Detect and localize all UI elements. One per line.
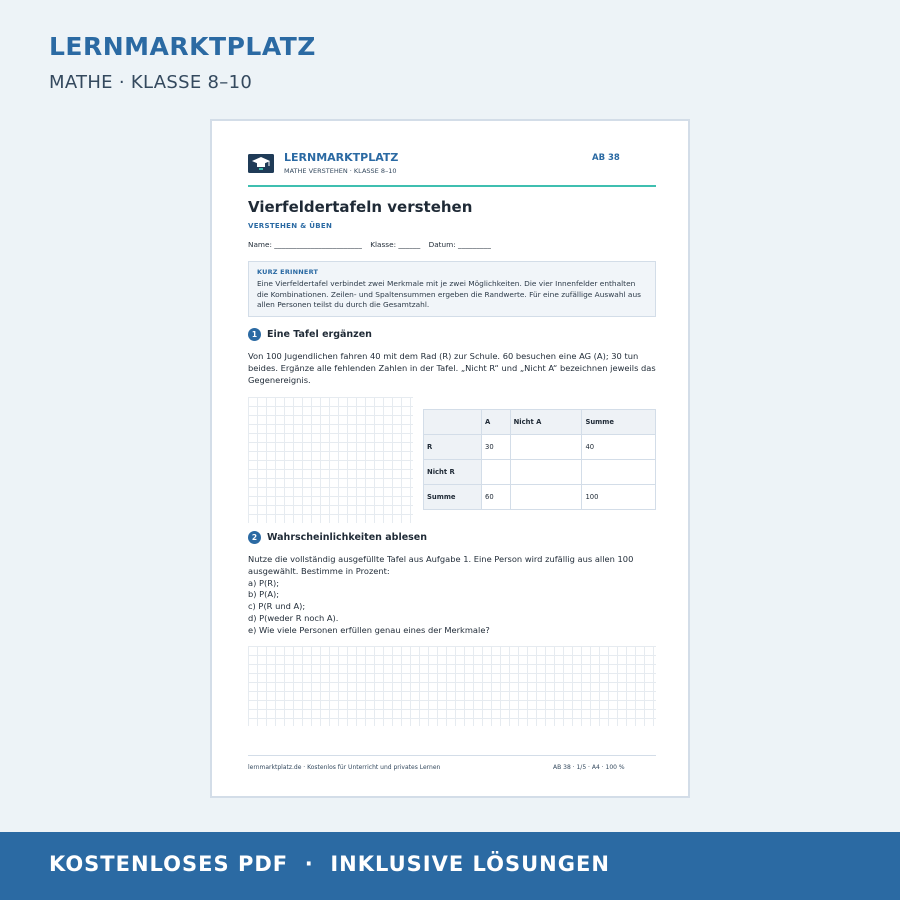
table-header-cell — [424, 410, 482, 435]
student-fields — [248, 240, 497, 249]
task-2-item: d) P(weder R noch A). — [248, 612, 339, 623]
table-cell: 100 — [582, 485, 656, 510]
table-header-cell: Nicht A — [510, 410, 582, 435]
sheet-brand-subtitle: MATHE VERSTEHEN · KLASSE 8–10 — [284, 167, 397, 175]
table-cell: 40 — [582, 435, 656, 460]
task-1-grid-area — [248, 397, 413, 523]
worksheet-code: AB 38 — [592, 153, 620, 163]
table-header-cell: A — [482, 410, 511, 435]
task-2-grid-area — [248, 646, 656, 726]
worksheet-title: Vierfeldertafeln verstehen — [248, 198, 473, 216]
header-divider — [248, 185, 656, 187]
worksheet-preview — [210, 119, 690, 798]
brand-subtitle: MATHE · KLASSE 8–10 — [49, 72, 253, 93]
graduation-cap-book-icon — [248, 151, 274, 173]
task-1-text: Von 100 Jugendlichen fahren 40 mit dem Rad (R) zur Schule. 60 besuchen eine AG (A); 30 tun beides. Ergänze alle fehlenden Zahlen in der Tafel. „Nicht R“ und „Nicht A“ bezeichnen jeweils das Gegenereignis. — [248, 351, 656, 385]
table-cell — [582, 460, 656, 485]
name-field: Name: ________________________ — [248, 240, 362, 249]
worksheet-kicker: VERSTEHEN & ÜBEN — [248, 222, 333, 230]
footer-left-text: lernmarktplatz.de · Kostenlos für Unterricht und privates Lernen — [248, 764, 441, 771]
sheet-brand: LERNMARKTPLATZ — [284, 151, 399, 164]
task-1-number-badge: 1 — [248, 328, 261, 341]
reminder-label: KURZ ERINNERT — [257, 268, 319, 276]
table-header-row — [424, 410, 656, 435]
task-2-number-badge: 2 — [248, 531, 261, 544]
footer-divider — [248, 755, 656, 756]
reminder-text: Eine Vierfeldertafel verbindet zwei Merkmale mit je zwei Möglichkeiten. Die vier Innenfelder enthalten die Kombinationen. Zeilen- und Spaltensummen ergeben die Randwerte. Für eine zufällige Auswahl aus allen Personen teilst du durch die Gesamtzahl. — [257, 279, 641, 309]
datum-field: Datum: _________ — [428, 240, 491, 249]
table-cell — [510, 485, 582, 510]
bottom-banner-text: KOSTENLOSES PDF · INKLUSIVE LÖSUNGEN — [49, 852, 610, 876]
table-cell — [510, 460, 582, 485]
table-row — [424, 485, 656, 510]
task-2-text — [248, 554, 660, 637]
task-2-item: e) Wie viele Personen erfüllen genau eines der Merkmale? — [248, 624, 490, 635]
table-header-cell: Summe — [582, 410, 656, 435]
vierfelder-table — [423, 409, 656, 510]
task-1-title: Eine Tafel ergänzen — [267, 329, 372, 340]
task-2-title: Wahrscheinlichkeiten ablesen — [267, 532, 428, 543]
table-cell: 30 — [482, 435, 511, 460]
reminder-box — [248, 261, 656, 317]
table-row — [424, 460, 656, 485]
task-2-item: c) P(R und A); — [248, 601, 306, 612]
bottom-banner — [0, 832, 900, 900]
table-cell — [482, 460, 511, 485]
klasse-field: Klasse: ______ — [370, 240, 421, 249]
task-2-item: b) P(A); — [248, 589, 280, 600]
footer-right-text: AB 38 · 1/5 · A4 · 100 % — [553, 764, 625, 771]
table-row-header: R — [424, 435, 482, 460]
brand-title: LERNMARKTPLATZ — [49, 32, 316, 61]
table-row-header: Summe — [424, 485, 482, 510]
table-row — [424, 435, 656, 460]
task-2-item: a) P(R); — [248, 577, 279, 588]
task-2-intro: Nutze die vollständig ausgefüllte Tafel aus Aufgabe 1. Eine Person wird zufällig aus allen 100 ausgewählt. Bestimme in Prozent: — [248, 554, 634, 576]
table-row-header: Nicht R — [424, 460, 482, 485]
table-cell — [510, 435, 582, 460]
table-cell: 60 — [482, 485, 511, 510]
